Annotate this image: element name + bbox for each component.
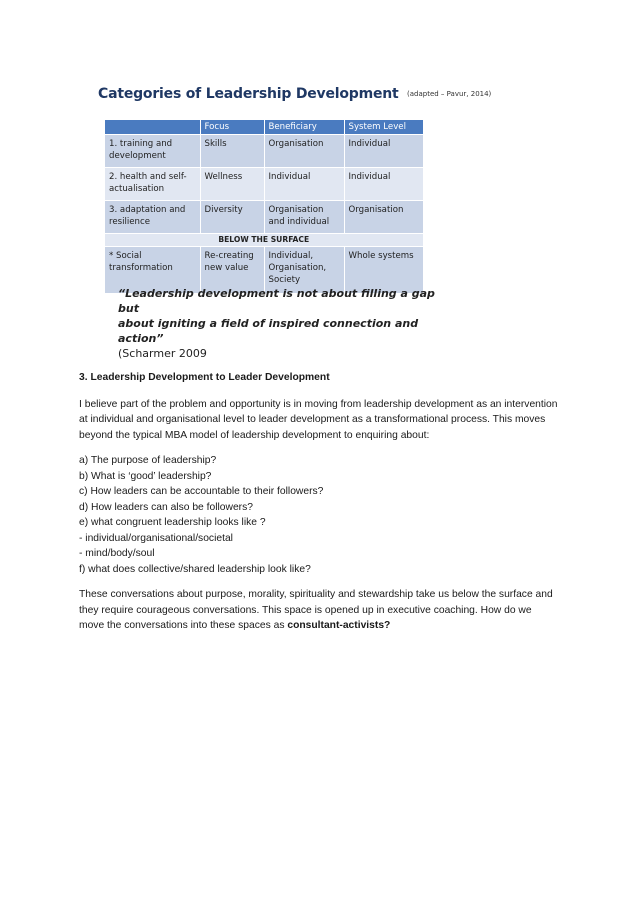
table-header-cell: Focus xyxy=(200,120,264,135)
closing-paragraph xyxy=(79,587,559,634)
list-item: c) How leaders can be accountable to their followers? xyxy=(79,486,324,497)
quote-line: about igniting a field of inspired connection and action” xyxy=(118,317,419,345)
table-cell: Organisation and individual xyxy=(264,201,344,234)
table-cell: 2. health and self-actualisation xyxy=(105,168,200,201)
table-cell: 3. adaptation and resilience xyxy=(105,201,200,234)
list-item: d) How leaders can also be followers? xyxy=(79,501,253,513)
table-cell: * Social transformation xyxy=(105,247,200,294)
document-body xyxy=(79,370,559,644)
quote-line: “Leadership development is not about filling a gap but xyxy=(118,287,435,315)
scharmer-quote xyxy=(118,286,438,361)
list-item: b) What is ‘good’ leadership? xyxy=(79,470,212,482)
table-cell: 1. training and development xyxy=(105,135,200,168)
table-cell: Diversity xyxy=(200,201,264,234)
table-cell: Wellness xyxy=(200,168,264,201)
figure-title xyxy=(98,85,491,103)
table-row xyxy=(105,201,423,234)
closing-text: These conversations about purpose, morality, spirituality and stewardship take us below the surface and they require courageous conversations. This space is opened up in executive coaching. How do we move the conversations into these spaces as xyxy=(79,589,553,631)
intro-paragraph: I believe part of the problem and opportunity is in moving from leadership development as an intervention at individual and organisational level to leader development as a transformational process. This moves beyond the typical MBA model of leadership development to enquiring about: xyxy=(79,398,558,441)
figure-title-text: Categories of Leadership Development xyxy=(98,86,399,102)
table-cell: Individual xyxy=(344,135,423,168)
figure-source: (adapted – Pavur, 2014) xyxy=(407,90,492,98)
table-row xyxy=(105,135,423,168)
table-row xyxy=(105,168,423,201)
list-item: - mind/body/soul xyxy=(79,548,155,559)
categories-table xyxy=(105,120,424,293)
table-cell: Individual xyxy=(344,168,423,201)
table-header-cell: Beneficiary xyxy=(264,120,344,135)
question-list xyxy=(79,453,559,577)
table-header-row xyxy=(105,120,423,135)
table-cell: Whole systems xyxy=(344,247,423,294)
quote-attribution: (Scharmer 2009 xyxy=(118,347,207,360)
table-cell: Skills xyxy=(200,135,264,168)
table-cell: Re-creating new value xyxy=(200,247,264,294)
table-header-cell xyxy=(105,120,200,135)
consultant-activists-emphasis: consultant-activists? xyxy=(287,620,391,631)
table-cell: Individual, Organisation, Society xyxy=(264,247,344,294)
list-item: a) The purpose of leadership? xyxy=(79,455,217,466)
section-heading: 3. Leadership Development to Leader Development xyxy=(79,372,330,383)
table-cell: Organisation xyxy=(264,135,344,168)
list-item: f) what does collective/shared leadership look like? xyxy=(79,563,311,575)
below-surface-label: BELOW THE SURFACE xyxy=(105,234,423,247)
table-header-cell: System Level xyxy=(344,120,423,135)
leadership-figure xyxy=(98,85,492,360)
list-item: - individual/organisational/societal xyxy=(79,532,233,544)
table-divider-row xyxy=(105,234,423,247)
list-item: e) what congruent leadership looks like ? xyxy=(79,517,266,528)
table-cell: Organisation xyxy=(344,201,423,234)
table-cell: Individual xyxy=(264,168,344,201)
